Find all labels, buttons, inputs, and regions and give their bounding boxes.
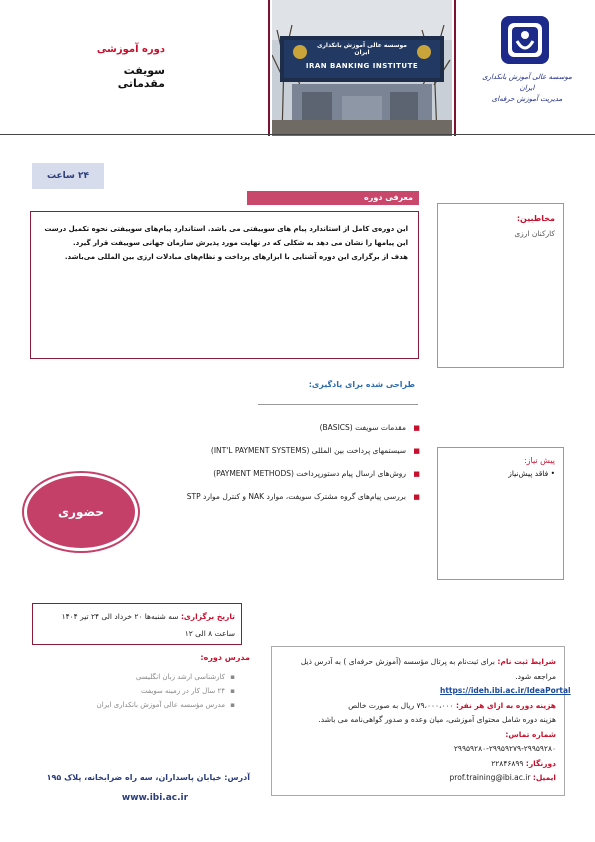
course-title: سویفت مقدماتی — [117, 64, 165, 90]
prereq-item — [446, 469, 555, 478]
audience-box — [437, 203, 564, 368]
schedule-label: تاریخ برگزاری: — [180, 612, 235, 621]
email-label: ایمیل: — [532, 773, 556, 782]
fee-label: هزینه دوره به ازای هر نفر: — [455, 700, 556, 710]
registration-row — [280, 655, 556, 684]
schedule-box — [32, 603, 242, 645]
phone-number: ۲۹۹۵۹۲۸۰-۲۹۹۵۹۲۷۹-۲۹۹۵۹۲۸۰ — [453, 744, 556, 753]
address: آدرس: خیابان پاسداران، سه راه ضرابخانه، پلاک ۱۹۵ — [46, 773, 250, 782]
intro-heading: معرفی دوره — [247, 191, 419, 205]
learning-divider — [258, 404, 418, 405]
registration-box — [271, 646, 571, 796]
audience-title: مخاطبین: — [516, 214, 555, 223]
list-item — [150, 468, 420, 480]
topics-list — [150, 422, 420, 514]
course-label: دوره آموزشی — [96, 44, 165, 55]
photo-border-left — [268, 0, 270, 136]
bullet-icon: ■ — [413, 424, 420, 432]
topic-text: بررسی پیام‌های گروه مشترک سویفت، موارد NAK و کنترل موارد STP — [186, 492, 406, 501]
prereq-item-text: فاقد پیش‌نیاز — [508, 469, 549, 478]
fee-row — [280, 699, 556, 714]
topic-text: مقدمات سویفت (BASICS) — [319, 423, 406, 432]
fax-row — [280, 757, 556, 772]
institute-name — [482, 72, 572, 105]
fax-number: ۲۲۸۴۶۸۹۹ — [491, 758, 524, 768]
list-item — [150, 422, 420, 434]
teacher-item-text: کارشناسی ارشد زبان انگلیسی — [135, 673, 225, 681]
phone-label: شماره تماس: — [505, 729, 556, 739]
topic-text: روش‌های ارسال پیام دستورپرداخت (PAYMENT METHODS) — [213, 469, 406, 478]
bullet-icon: • — [550, 469, 555, 478]
bullet-icon: ■ — [413, 447, 420, 455]
fax-label: دورنگار: — [525, 758, 556, 768]
teacher-item-text: مدرس مؤسسه عالی آموزش بانکداری ایران — [96, 701, 225, 709]
portal-link[interactable]: https://ideh.ibi.ac.ir/IdeaPortal — [440, 686, 571, 695]
prereq-box — [437, 447, 564, 580]
schedule-dates: سه شنبه‌ها ۲۰ خرداد الی ۲۴ تیر ۱۴۰۴ — [61, 612, 179, 621]
list-item — [150, 491, 420, 503]
learning-title: طراحی شده برای یادگیری: — [308, 380, 415, 389]
institute-name-line2: مدیریت آموزش حرفه‌ای — [491, 95, 563, 103]
institute-logo — [500, 15, 550, 65]
header-divider — [0, 134, 595, 135]
schedule-time: ساعت ۸ الی ۱۲ — [184, 629, 235, 638]
building-photo — [272, 0, 452, 136]
course-hours-badge: ۲۴ ساعت — [32, 163, 104, 189]
prereq-title: پیش نیاز: — [523, 456, 555, 465]
attendance-mode-badge: حضوری — [24, 473, 138, 551]
registration-label: شرایط ثبت نام: — [497, 657, 556, 666]
email-address[interactable]: prof.training@ibi.ac.ir — [449, 773, 531, 782]
audience-text: کارکنان ارزی — [514, 229, 555, 238]
list-item — [60, 670, 235, 684]
bullet-icon: ▪ — [230, 701, 235, 709]
bullet-icon: ▪ — [230, 673, 235, 681]
sign-text-fa: موسسه عالی آموزش بانکداری ایران — [316, 42, 408, 56]
topic-text: سیستمهای پرداخت بین المللی (INT'L PAYMENT SYSTEMS) — [210, 446, 406, 455]
phone-row — [280, 728, 556, 743]
sign-text-en: IRAN BANKING INSTITUTE — [305, 62, 419, 70]
intro-paragraph-1: این دوره‌ی کامل از استاندارد پیام های سوییفتی می باشد. استاندارد پیام‌های سوییفتی نحوه تکمیل درست این پیامها را نشان می دهد به شکلی که در نهایت مورد پذیرش سازمان جهانی سوییفت قرار گیرد. — [44, 225, 408, 247]
teacher-item-text: ۲۴ سال کار در زمینه سویفت — [140, 687, 225, 695]
institute-name-line1: موسسه عالی آموزش بانکداری ایران — [482, 73, 572, 92]
bullet-icon: ■ — [413, 470, 420, 478]
fee-note: هزینه دوره شامل محتوای آموزشی، میان وعده و صدور گواهی‌نامه می باشد. — [318, 715, 556, 724]
photo-border-right — [454, 0, 456, 136]
teacher-list — [60, 670, 235, 712]
bullet-icon: ▪ — [230, 687, 235, 695]
website-link[interactable]: www.ibi.ac.ir — [121, 793, 189, 803]
list-item — [150, 445, 420, 457]
schedule-dates-row — [39, 608, 235, 625]
bullet-icon: ■ — [413, 493, 420, 501]
fee-text: ۷۹،۰۰۰،۰۰۰ ریال به صورت خالص — [348, 700, 454, 710]
email-row — [280, 771, 556, 786]
registration-text: برای ثبت‌نام به پرتال مؤسسه (آموزش حرفه‌ای ) به آدرس ذیل مراجعه شود. — [300, 657, 556, 681]
list-item — [60, 698, 235, 712]
intro-box — [30, 211, 419, 359]
intro-paragraph-2: هدف از برگزاری این دوره آشنایی با ابزارهای پرداخت و نظام‌های مبادلات ارزی بین المللی می‌باشد. — [64, 253, 408, 261]
teacher-title: مدرس دوره: — [200, 653, 250, 662]
list-item — [60, 684, 235, 698]
